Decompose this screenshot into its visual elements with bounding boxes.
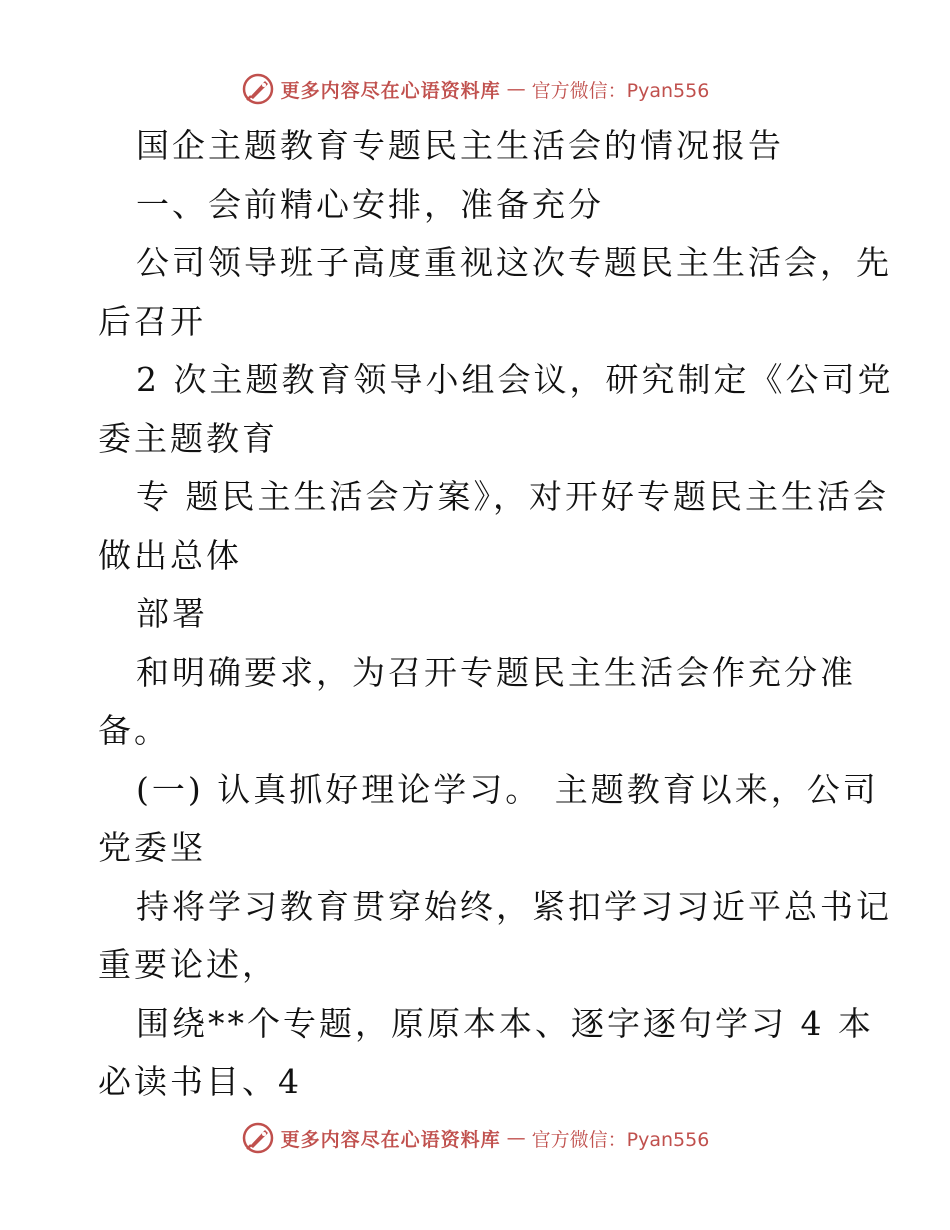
- subsection-heading: (一) 认真抓好理论学习。 主题教育以来，公司: [136, 769, 879, 809]
- quill-pen-logo-icon: [241, 1121, 275, 1155]
- paragraph-line: 党委坚: [98, 828, 206, 867]
- watermark-main-text: 更多内容尽在心语资料库: [280, 79, 501, 102]
- watermark-separator: —: [506, 1127, 526, 1149]
- watermark-contact: 官方微信：Pyan556: [531, 1128, 710, 1151]
- paragraph-line: 委主题教育: [98, 418, 278, 458]
- section-heading: 一、会前精心安排，准备充分: [136, 184, 604, 224]
- watermark-contact: 官方微信：Pyan556: [531, 79, 710, 102]
- footer-watermark: [0, 1121, 950, 1155]
- watermark-separator: —: [506, 78, 526, 100]
- paragraph-line: 专 题民主生活会方案》，对开好专题民主生活会: [136, 477, 889, 516]
- paragraph-line: 公司领导班子高度重视这次专题民主生活会，先: [136, 243, 892, 282]
- paragraph-line: 围绕**个专题，原原本本、逐字逐句学习 4 本: [136, 1003, 874, 1043]
- header-watermark: [0, 72, 950, 106]
- paragraph-line: 重要论述，: [98, 945, 278, 984]
- document-title: 国企主题教育专题民主生活会的情况报告: [136, 126, 784, 165]
- quill-pen-logo-icon: [241, 72, 275, 106]
- paragraph-line: 和明确要求，为召开专题民主生活会作充分准: [136, 652, 856, 692]
- paragraph-line: 必读书目、4: [98, 1062, 302, 1101]
- paragraph-line: 做出总体: [98, 535, 242, 575]
- paragraph-line: 持将学习教育贯穿始终，紧扣学习习近平总书记: [136, 886, 892, 926]
- document-body: [98, 117, 894, 1112]
- paragraph-line: 部署: [136, 594, 208, 633]
- paragraph-line: 后召开: [98, 301, 206, 341]
- watermark-main-text: 更多内容尽在心语资料库: [280, 1128, 501, 1151]
- paragraph-line: 2 次主题教育领导小组会议，研究制定《公司党: [136, 360, 894, 399]
- paragraph-line: 备。: [98, 711, 170, 750]
